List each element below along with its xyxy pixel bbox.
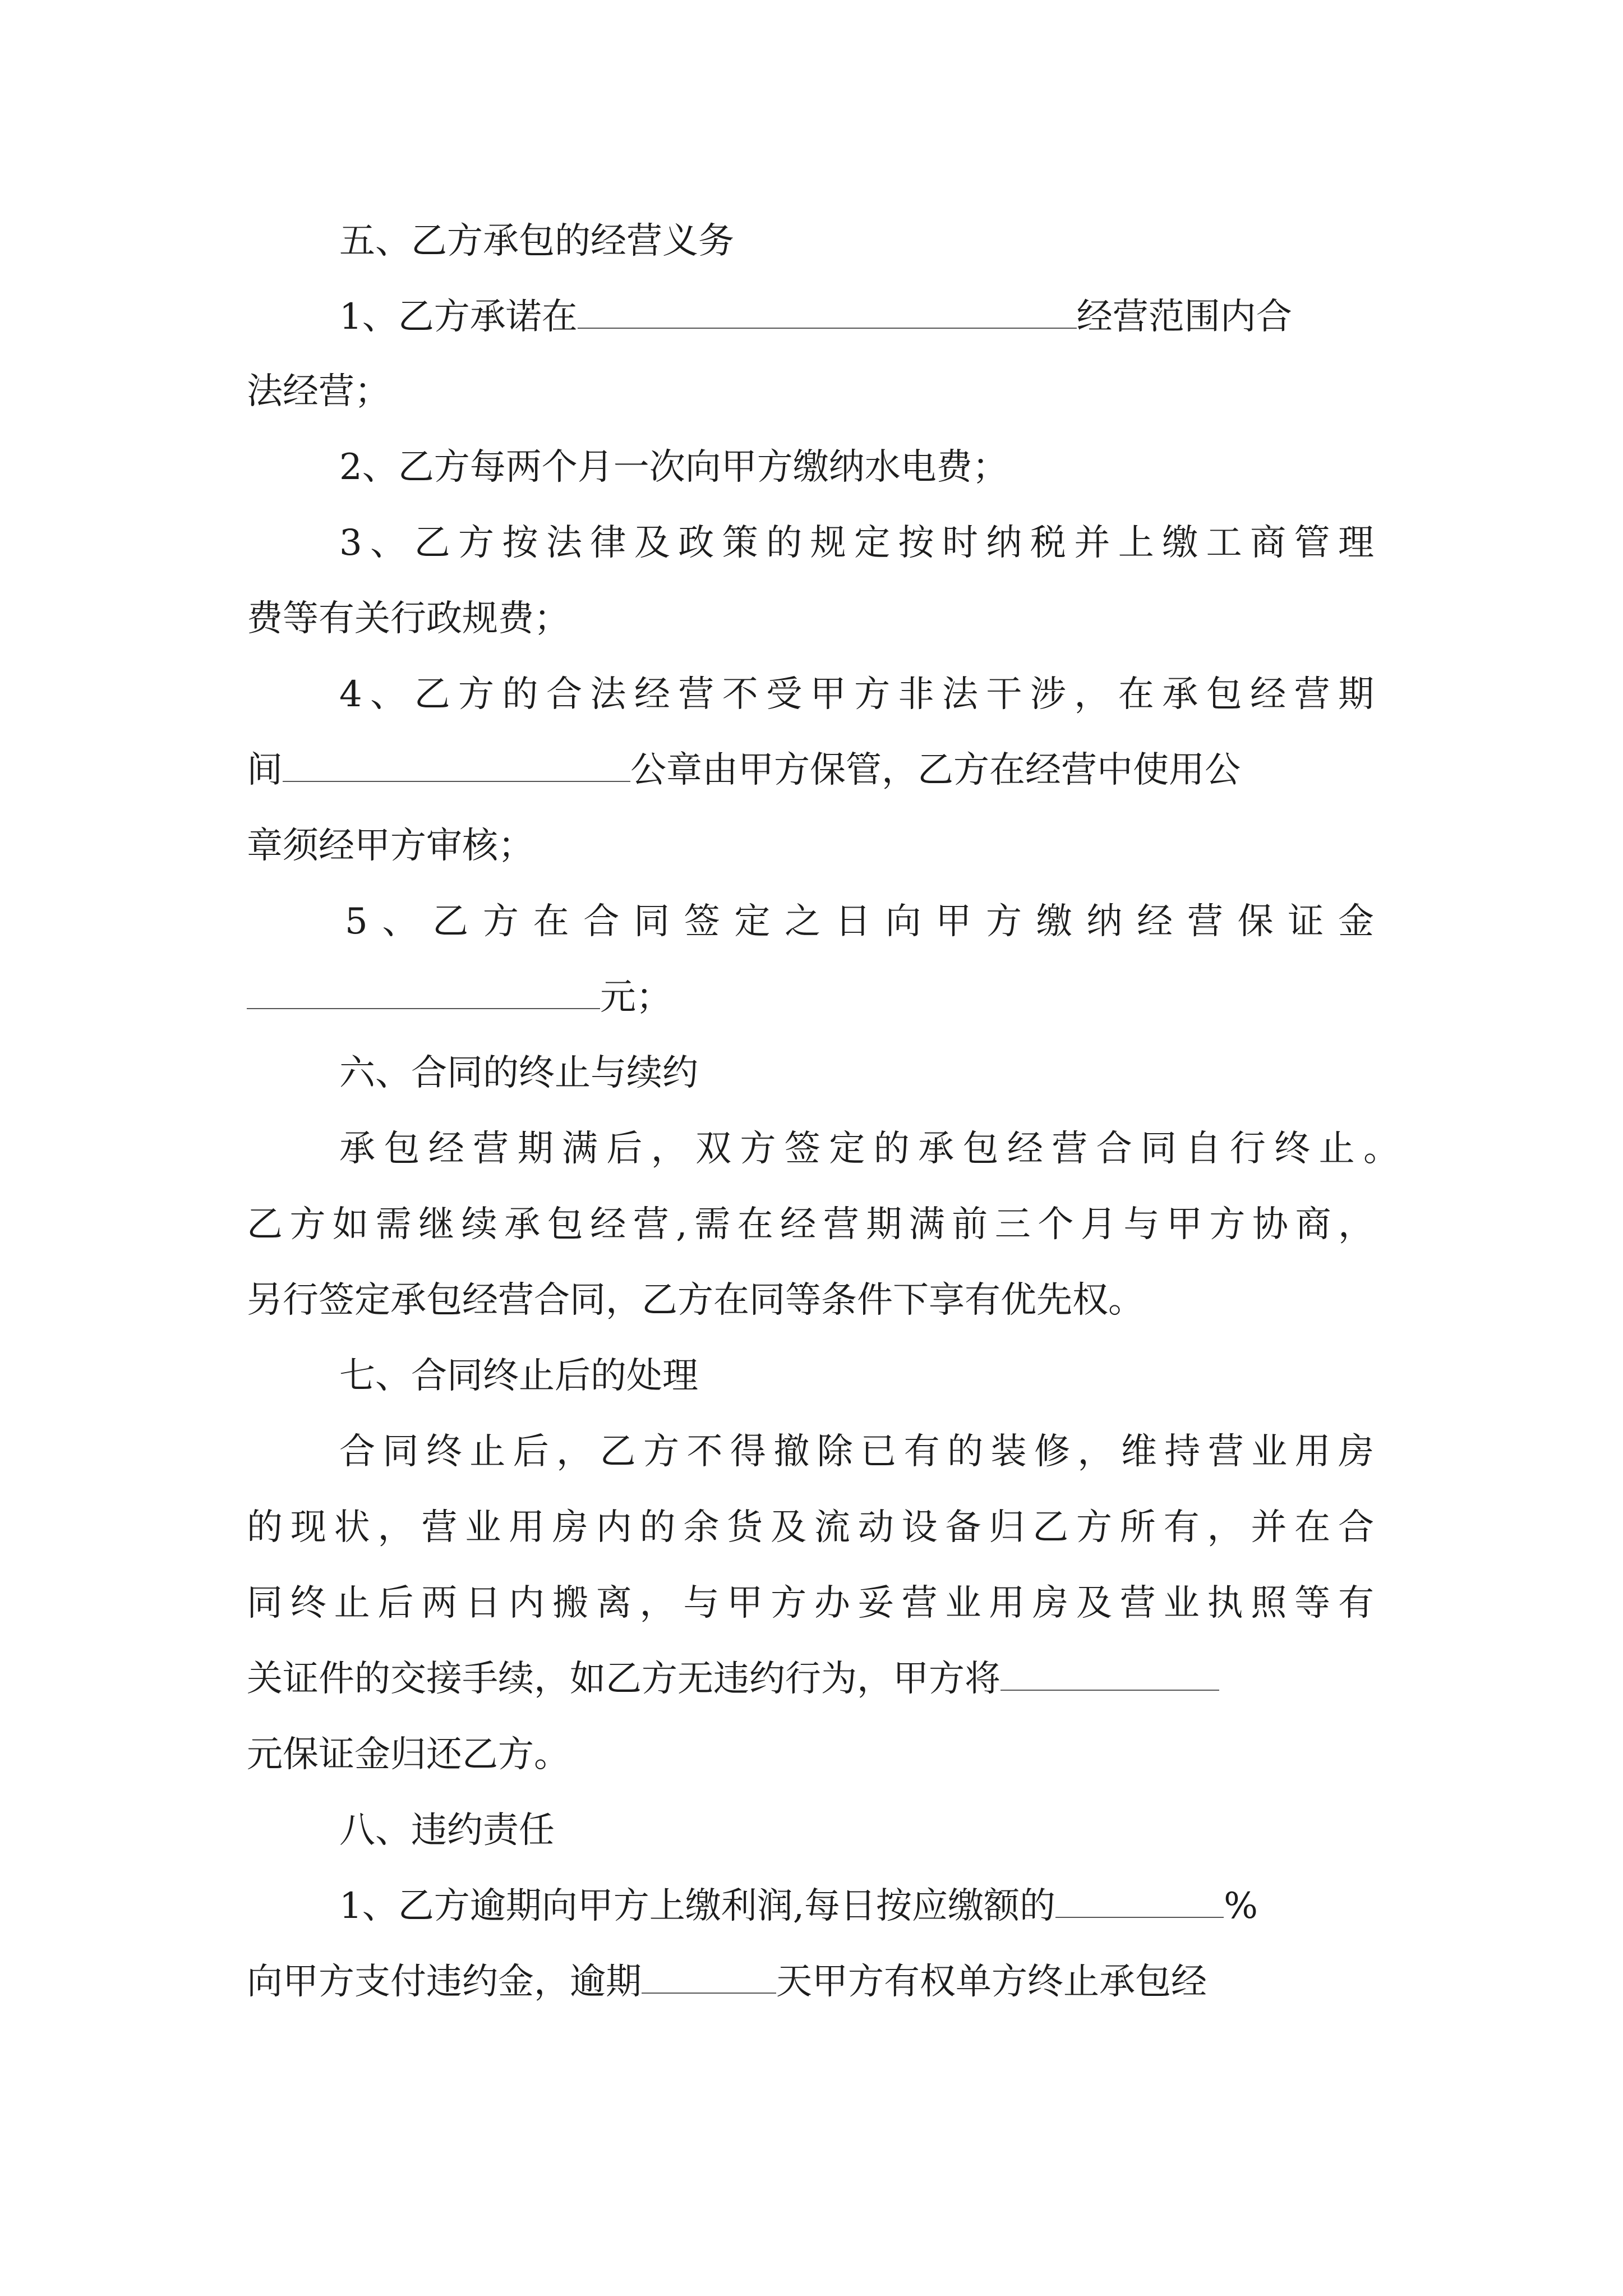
s7-para-line5: 元保证金归还乙方。 — [247, 1734, 570, 1775]
s7-para-line3: 同终止后两日内搬离，与甲方办妥营业用房及营业执照等有 — [247, 1582, 1374, 1624]
s5-item1-text-b: 经营范围内合 — [1076, 296, 1292, 338]
s6-para-line2: 乙方如需继续承包经营,需在经营期满前三个月与甲方协商， — [247, 1204, 1374, 1245]
s6-para-line3: 另行签定承包经营合同，乙方在同等条件下享有优先权。 — [247, 1280, 1144, 1321]
s5-item3-line2: 费等有关行政规费； — [247, 598, 570, 639]
s5-item4-line2 — [247, 748, 1241, 793]
s8-item1-percent: % — [1224, 1885, 1258, 1927]
fill-blank-deposit-amount — [247, 976, 600, 1009]
s7-para-line1: 合同终止后，乙方不得撤除已有的装修，维持营业用房 — [339, 1431, 1374, 1473]
s7-para-line4 — [247, 1657, 1219, 1701]
s5-item1-line1 — [339, 295, 1292, 339]
section-8-heading: 八、违约责任 — [339, 1810, 555, 1851]
fill-blank-overdue-days — [642, 1960, 776, 1994]
s5-item4-line1: 4、乙方的合法经营不受甲方非法干涉，在承包经营期 — [339, 674, 1374, 715]
s5-item5-line2 — [247, 975, 672, 1020]
s5-item1-line2: 法经营； — [247, 371, 390, 412]
s8-item1-text-b2: 天甲方有权单方终止承包经 — [776, 1961, 1207, 2003]
s6-para-line1: 承包经营期满后，双方签定的承包经营合同自行终止。 — [339, 1128, 1399, 1170]
fill-blank-business-scope — [578, 295, 1077, 329]
s8-item1-line1 — [339, 1884, 1258, 1929]
s5-item4-text-b2: 公章由甲方保管，乙方在经营中使用公 — [630, 749, 1241, 791]
s5-item4-text-b1: 间 — [247, 749, 283, 791]
s8-item1-text-b1: 向甲方支付违约金，逾期 — [247, 1961, 642, 2003]
s5-item5-text-b: 元； — [600, 977, 672, 1018]
s5-item1-text-a: 1、乙方承诺在 — [339, 296, 578, 338]
section-5-heading: 五、乙方承包的经营义务 — [339, 220, 734, 262]
fill-blank-deposit-return — [1000, 1657, 1219, 1691]
s7-para-line2: 的现状，营业用房内的余货及流动设备归乙方所有，并在合 — [247, 1507, 1374, 1548]
s5-item2: 2、乙方每两个月一次向甲方缴纳水电费； — [339, 447, 1008, 488]
s5-item5-line1: 5、乙方在合同签定之日向甲方缴纳经营保证金 — [345, 901, 1374, 942]
section-6-heading: 六、合同的终止与续约 — [339, 1052, 698, 1094]
fill-blank-penalty-rate — [1055, 1884, 1224, 1918]
s8-item1-text-a: 1、乙方逾期向甲方上缴利润,每日按应缴额的 — [339, 1885, 1056, 1927]
fill-blank-period — [283, 748, 630, 782]
s8-item1-line2 — [247, 1959, 1207, 2004]
s7-para-line4-text: 关证件的交接手续，如乙方无违约行为，甲方将 — [247, 1658, 1000, 1700]
s5-item3-line1: 3、乙方按法律及政策的规定按时纳税并上缴工商管理 — [339, 522, 1374, 564]
section-7-heading: 七、合同终止后的处理 — [339, 1355, 698, 1397]
s5-item4-line3: 章须经甲方审核； — [247, 825, 534, 867]
